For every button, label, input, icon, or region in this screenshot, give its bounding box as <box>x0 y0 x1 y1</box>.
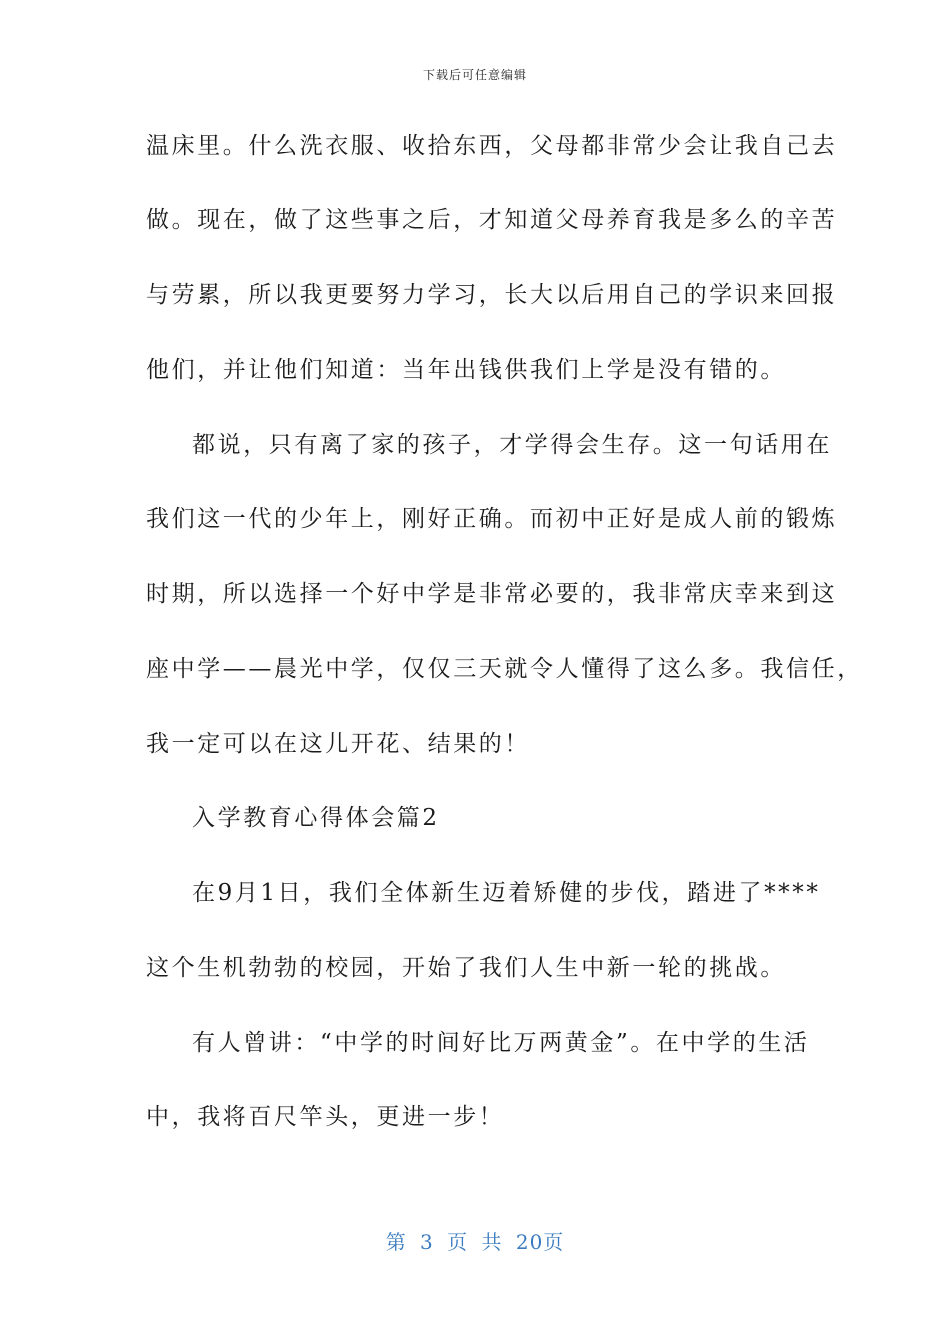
page-number-footer: 第 3 页 共 20页 <box>385 1230 565 1254</box>
text-line: 我一定可以在这儿开花、结果的！ <box>146 731 530 757</box>
text-line: 温床里。什么洗衣服、收拾东西，父母都非常少会让我自己去 <box>146 133 838 159</box>
text-line: 时期，所以选择一个好中学是非常必要的，我非常庆幸来到这 <box>146 581 838 607</box>
text-line: 座中学——晨光中学，仅仅三天就令人懂得了这么多。我信任， <box>146 656 863 682</box>
text-line: 我们这一代的少年上，刚好正确。而初中正好是成人前的锻炼 <box>146 506 838 532</box>
text-line: 与劳累，所以我更要努力学习，长大以后用自己的学识来回报 <box>146 282 838 308</box>
text-line: 中，我将百尺竿头，更进一步！ <box>146 1104 505 1130</box>
paragraph-start: 有人曾讲：“中学的时间好比万两黄金”。在中学的生活 <box>192 1030 810 1056</box>
paragraph-start: 都说，只有离了家的孩子，才学得会生存。这一句话用在 <box>192 432 832 458</box>
paragraph-start: 在9月1日，我们全体新生迈着矫健的步伐，踏进了**** <box>192 880 821 906</box>
header-note: 下载后可任意编辑 <box>422 68 527 82</box>
section-heading: 入学教育心得体会篇2 <box>192 805 440 831</box>
text-line: 做。现在，做了这些事之后，才知道父母养育我是多么的辛苦 <box>146 207 838 233</box>
text-line: 他们，并让他们知道：当年出钱供我们上学是没有错的。 <box>146 357 786 383</box>
text-line: 这个生机勃勃的校园，开始了我们人生中新一轮的挑战。 <box>146 955 786 981</box>
